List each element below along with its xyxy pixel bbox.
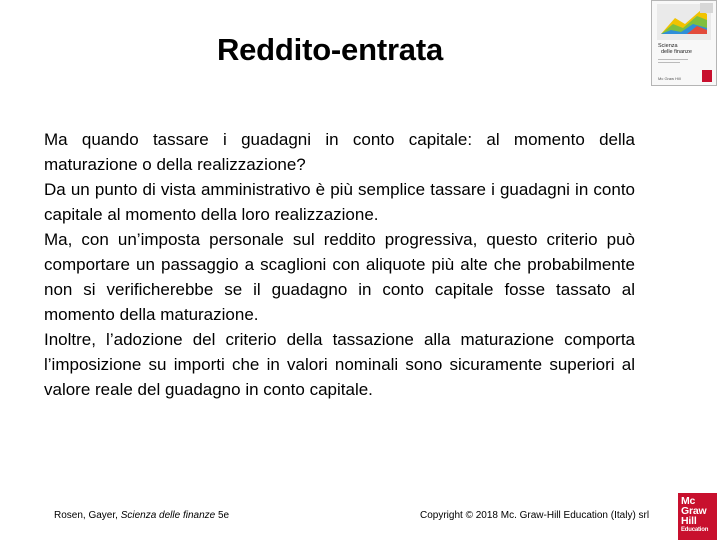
- slide-title: Reddito-entrata: [216, 32, 444, 67]
- cover-title-line1: Scienza: [658, 43, 678, 49]
- footer-edition: 5e: [215, 510, 230, 521]
- cover-title-line2: delle finanze: [661, 49, 692, 55]
- cover-divider: [658, 62, 680, 63]
- body-paragraph: Ma, con un’imposta personale sul reddito progressiva, questo criterio può comportare un passaggio a scaglioni con aliquote più alte che probabilmente non si verificherebbe se il guadagno in conto capitale fosse tassato al momento della maturazione.: [44, 230, 635, 324]
- footer-citation: [54, 510, 229, 521]
- book-cover-thumbnail: [651, 0, 717, 86]
- mcgraw-hill-logo: [678, 493, 717, 540]
- footer-copyright: Copyright © 2018 Mc. Graw-Hill Education (Italy) srl: [420, 510, 650, 521]
- body-paragraph: Da un punto di vista amministrativo è più semplice tassare i guadagni in conto capitale al momento della loro realizzazione.: [44, 180, 635, 224]
- body-paragraph: Ma quando tassare i guadagni in conto capitale: al momento della maturazione o della realizzazione?: [44, 130, 635, 174]
- cover-divider: [658, 59, 688, 60]
- logo-education: Education: [681, 527, 709, 533]
- logo-line: Hill: [681, 515, 697, 527]
- footer-book-title: Scienza delle finanze: [120, 510, 216, 521]
- logo-line: Graw: [681, 505, 707, 517]
- cover-publisher-logo: [702, 70, 712, 82]
- edition-tag: [700, 3, 713, 13]
- slide-body: [44, 127, 635, 402]
- body-paragraph: Inoltre, l’adozione del criterio della tassazione alla maturazione comporta l’imposizione su importi che in valori nominali sono sicuramente superiori al valore reale del guadagno in conto capitale.: [44, 330, 635, 399]
- cover-publisher: Mc Graw Hill: [658, 76, 681, 81]
- logo-line: Mc: [681, 495, 696, 507]
- footer-authors: Rosen, Gayer,: [54, 510, 121, 521]
